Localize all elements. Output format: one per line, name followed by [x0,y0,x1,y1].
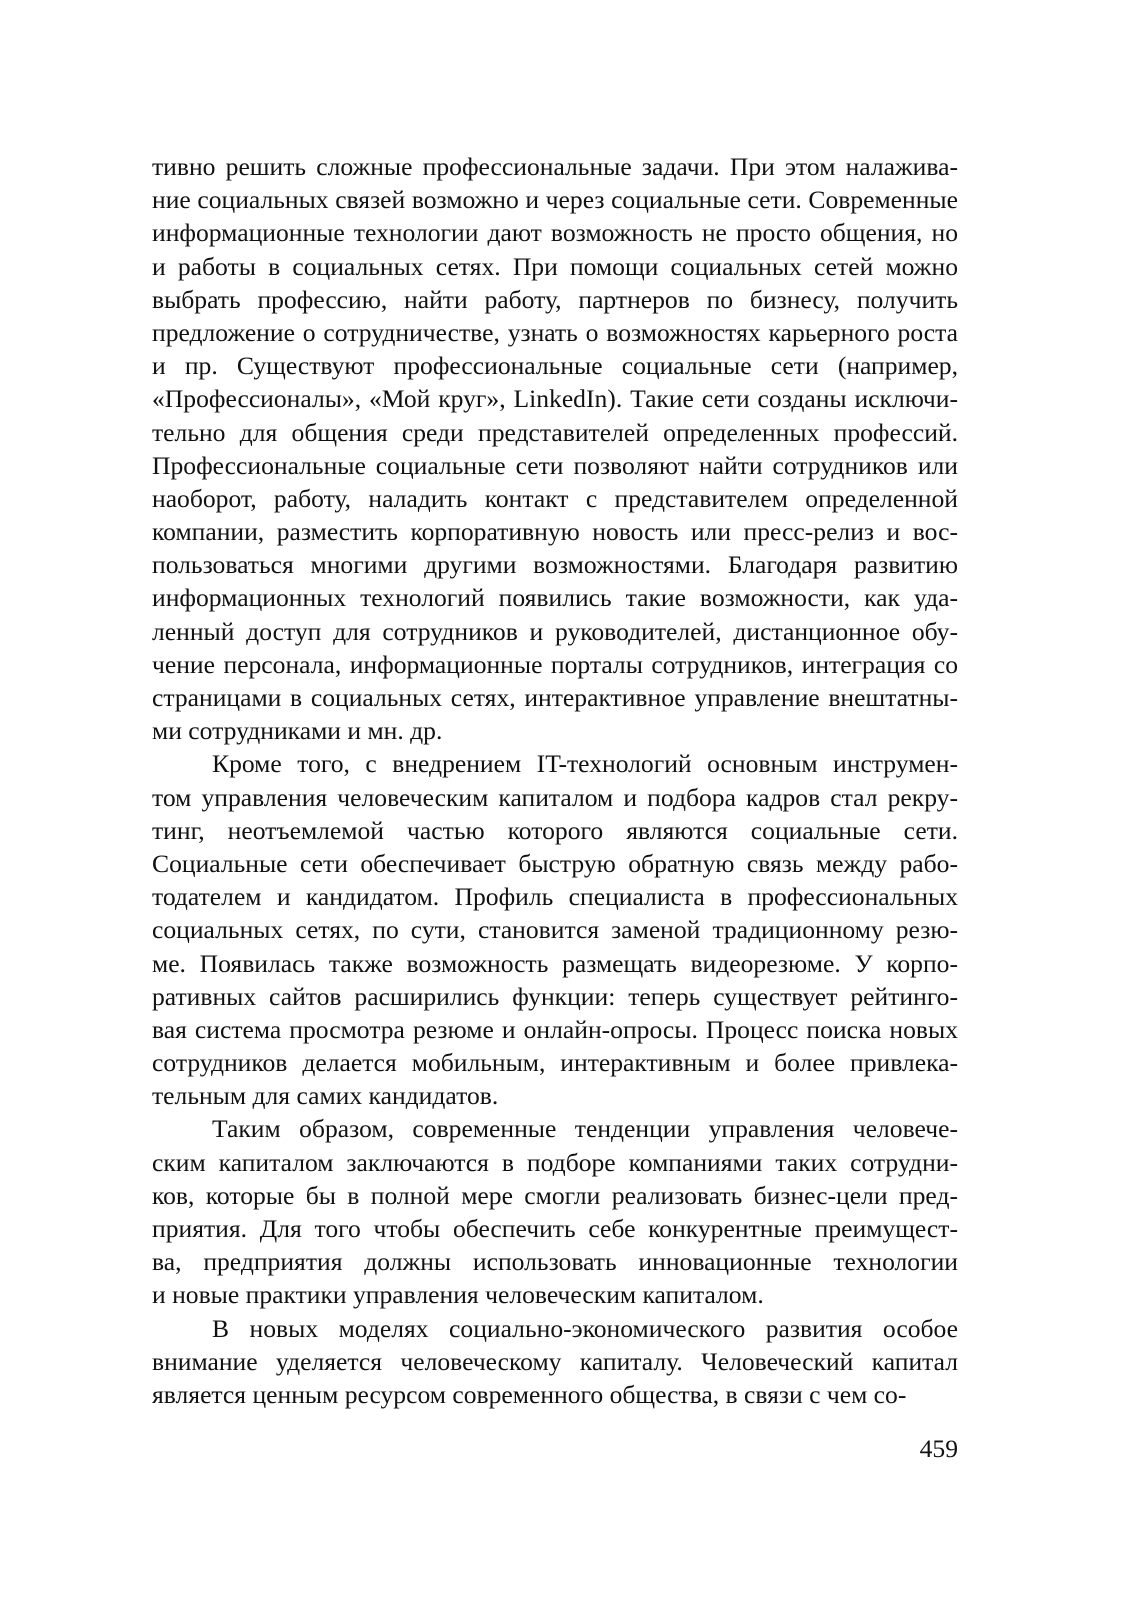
text-line: приятия. Для того чтобы обеспечить себе конкурентные преимущест- [152,1214,958,1243]
text-line: пользоваться многими другими возможностями. Благодаря развитию [152,550,958,580]
text-line: ми сотрудниками и мн. др. [152,716,443,746]
paragraph [152,1112,958,1311]
text-line: выбрать профессию, найти работу, партнеров по бизнесу, получить [152,284,958,314]
text-line: вая система просмотра резюме и онлайн-опросы. Процесс поиска новых [152,1014,958,1044]
text-line: ративных сайтов расширились функции: теперь существует рейтинго- [152,981,958,1011]
text-line: В новых моделях социально-экономического развития особое [212,1313,958,1343]
body-text [152,150,958,1411]
text-line: внимание уделяется человеческому капиталу. Человеческий капитал [152,1346,958,1376]
text-line: Профессиональные социальные сети позволяют найти сотрудников или [152,450,958,480]
text-line: Социальные сети обеспечивает быструю обратную связь между рабо- [152,848,958,878]
text-line: ва, предприятия должны использовать инновационные технологии [152,1247,958,1277]
text-line: предложение о сотрудничестве, узнать о возможностях карьерного роста [152,317,958,347]
text-line: Кроме того, с внедрением IT-технологий основным инструмен- [212,749,958,779]
page-number: 459 [919,1434,958,1463]
text-line: тельно для общения среди представителей определенных профессий. [152,417,958,447]
text-line: том управления человеческим капиталом и подбора кадров стал рекру- [152,782,958,812]
text-line: социальных сетях, по сути, становится заменой традиционному резю- [152,915,958,945]
text-line: является ценным ресурсом современного общества, в связи с чем со- [152,1379,907,1409]
paragraph [152,150,958,747]
text-line: «Профессионалы», «Мой круг», LinkedIn). Такие сети созданы исключи- [152,384,958,414]
text-line: тинг, неотъемлемой частью которого являются социальные сети. [152,815,958,845]
text-line: компании, разместить корпоративную новость или пресс-релиз и вос- [152,517,958,547]
text-line: информационные технологии дают возможность не просто общения, но [152,218,958,248]
text-line: сотрудников делается мобильным, интерактивным и более привлека- [152,1048,958,1078]
text-line: и пр. Существуют профессиональные социальные сети (например, [152,351,958,381]
text-line: тивно решить сложные профессиональные задачи. При этом налажива- [152,152,958,181]
text-line: страницами в социальных сетях, интерактивное управление внештатны- [152,683,958,712]
text-line: тодателем и кандидатом. Профиль специалиста в профессиональных [152,882,958,912]
text-line: тельным для самих кандидатов. [152,1081,499,1111]
text-line: информационных технологий появились такие возможности, как уда- [152,583,958,613]
paragraph [152,747,958,1112]
text-line: ков, которые бы в полной мере смогли реализовать бизнес-цели пред- [152,1180,958,1210]
text-line: наоборот, работу, наладить контакт с представителем определенной [152,483,958,513]
text-line: и новые практики управления человеческим капиталом. [152,1280,764,1310]
text-line: ским капиталом заключаются в подборе компаниями таких сотрудни- [152,1147,958,1177]
text-line: чение персонала, информационные порталы сотрудников, интеграция со [152,649,958,679]
text-line: и работы в социальных сетях. При помощи социальных сетей можно [152,251,958,281]
text-line: ме. Появилась также возможность размещать видеорезюме. У корпо- [152,948,958,978]
text-line: ние социальных связей возможно и через социальные сети. Современные [152,185,958,215]
paragraph [152,1312,958,1412]
text-line: ленный доступ для сотрудников и руководителей, дистанционное обу- [152,616,958,646]
text-line: Таким образом, современные тенденции управления человече- [212,1114,958,1144]
